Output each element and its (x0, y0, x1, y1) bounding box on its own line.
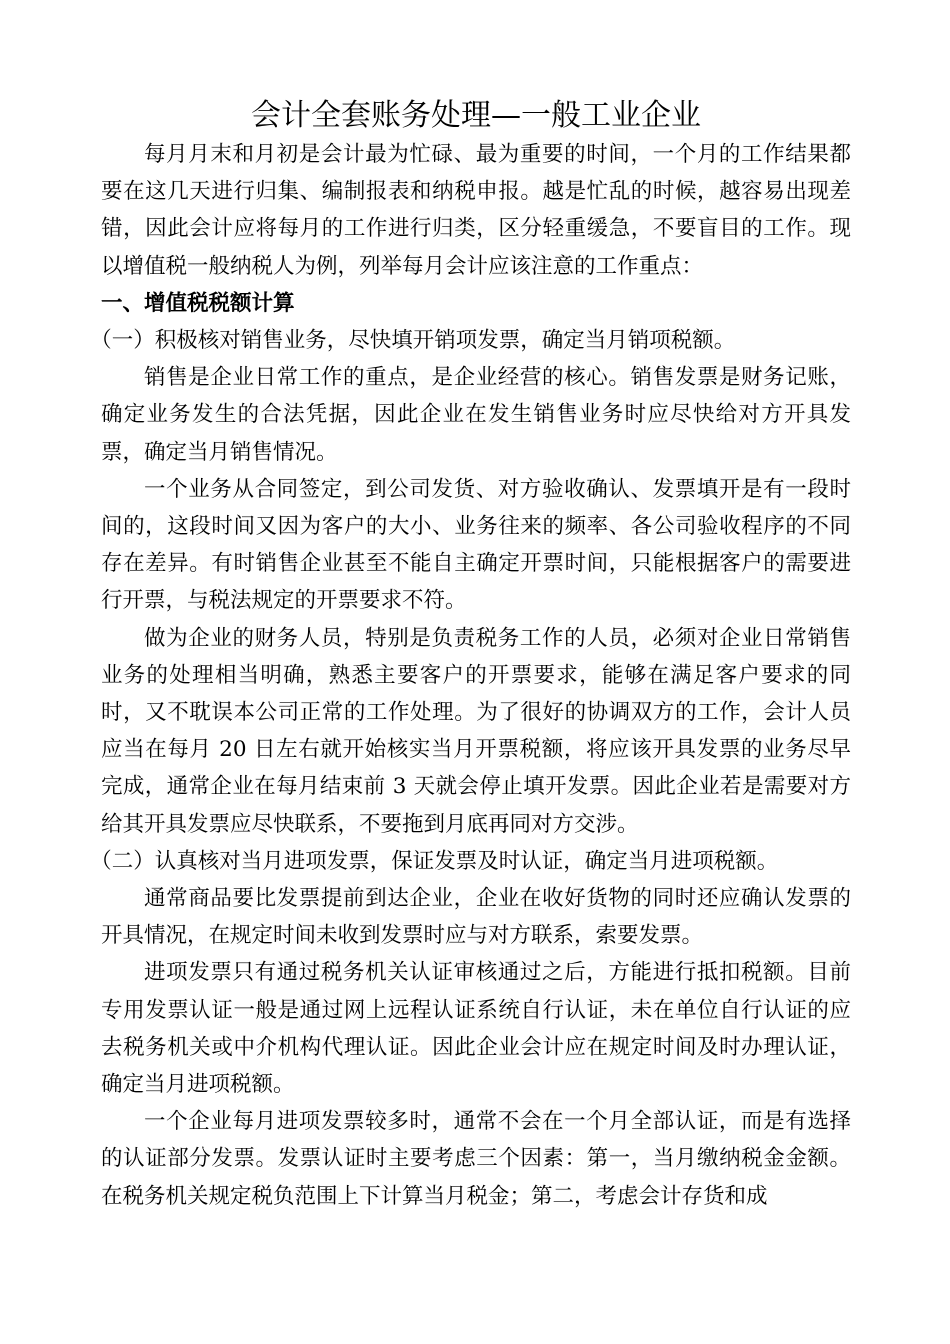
section-heading-1: 一、增值税税额计算 (101, 290, 295, 316)
subsection-heading-2: （二）认真核对当月进项发票，保证发票及时认证，确定当月进项税额。 (90, 848, 779, 874)
subsection-heading-1: （一）积极核对销售业务，尽快填开销项发票，确定当月销项税额。 (90, 328, 736, 354)
paragraph-invoice-certification: 进项发票只有通过税务机关认证审核通过之后，方能进行抵扣税额。目前专用发票认证一般是通过网上远程认证系统自行认证，未在单位自行认证的应去税务机关或中介机构代理认证。因此企业会计应在规定时间及时办理认证，确定当月进项税额。 (101, 960, 851, 1098)
paragraph-goods-arrival: 通常商品要比发票提前到达企业，企业在收好货物的同时还应确认发票的开具情况，在规定时间未收到发票时应与对方联系，索要发票。 (101, 886, 851, 949)
paragraph-sales-core: 销售是企业日常工作的重点，是企业经营的核心。销售发票是财务记账，确定业务发生的合法凭据，因此企业在发生销售业务时应尽快给对方开具发票，确定当月销售情况。 (101, 365, 851, 465)
paragraph-finance-staff: 做为企业的财务人员，特别是负责税务工作的人员，必须对企业日常销售业务的处理相当明确，熟悉主要客户的开票要求，能够在满足客户要求的同时，又不耽误本公司正常的工作处理。为了很好的协调双方的工作，会计人员应当在每月 20 日左右就开始核实当月开票税额，将应该开具发票的业务尽早完成，通常企业在每月结束前 3 天就会停止填开发票。因此企业若是需要对方给其开具发票应尽快联系，不要拖到月底再同对方交涉。 (101, 625, 851, 837)
document-title: 会计全套账务处理—一般工业企业 (251, 98, 701, 133)
document-body (90, 96, 851, 1215)
paragraph-selective-certification: 一个企业每月进项发票较多时，通常不会在一个月全部认证，而是有选择的认证部分发票。发票认证时主要考虑三个因素：第一，当月缴纳税金金额。在税务机关规定税负范围上下计算当月税金；第二，考虑会计存货和成 (101, 1109, 851, 1209)
paragraph-sales-timing: 一个业务从合同签定，到公司发货、对方验收确认、发票填开是有一段时间的，这段时间又因为客户的大小、业务往来的频率、各公司验收程序的不同存在差异。有时销售企业甚至不能自主确定开票时间，只能根据客户的需要进行开票，与税法规定的开票要求不符。 (101, 476, 851, 614)
paragraph-intro: 每月月末和月初是会计最为忙碌、最为重要的时间，一个月的工作结果都要在这几天进行归集、编制报表和纳税申报。越是忙乱的时候，越容易出现差错，因此会计应将每月的工作进行归类，区分轻重缓急，不要盲目的工作。现以增值税一般纳税人为例，列举每月会计应该注意的工作重点： (101, 142, 851, 279)
